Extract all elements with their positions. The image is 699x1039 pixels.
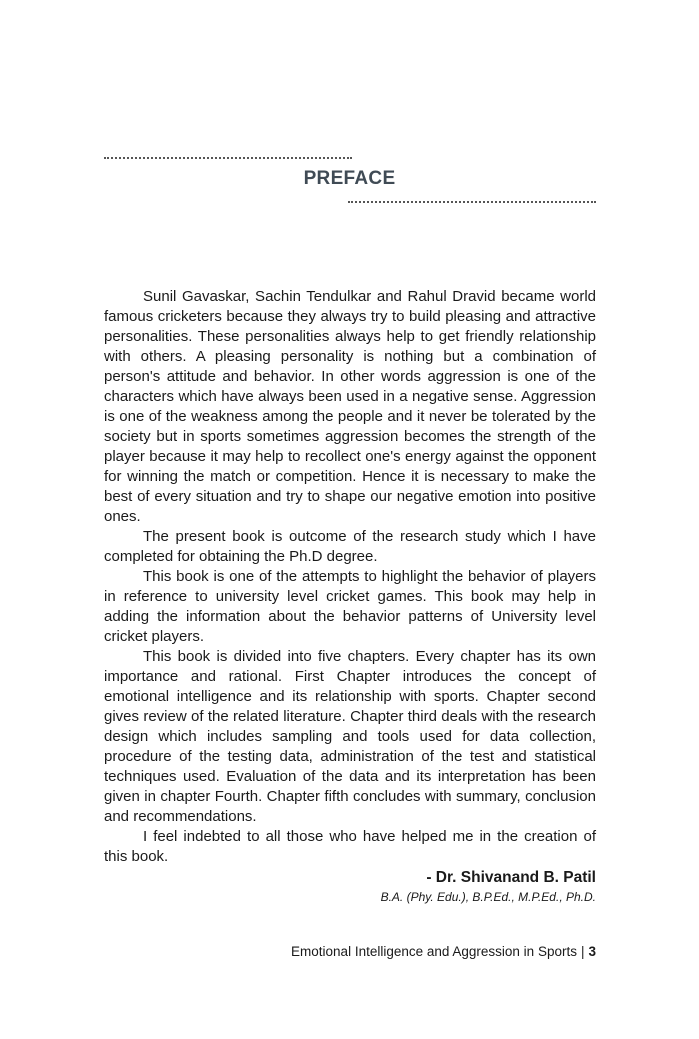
author-signature: - Dr. Shivanand B. Patil: [426, 869, 596, 886]
dotted-rule-top: [104, 157, 352, 159]
footer-separator: |: [580, 944, 585, 959]
paragraph: This book is divided into five chapters. Every chapter has its own importance and rational. First Chapter introduces the concept of emotional intelligence and its relationship with sports. Chapter second gives review of the related literature. Chapter third deals with the research design which includes sampling and tools used for data collection, procedure of the testing data, administration of the test and statistical techniques used. Evaluation of the data and its interpretation has been given in chapter Fourth. Chapter fifth concludes with summary, conclusion and recommendations.: [104, 648, 596, 825]
page-footer: [104, 943, 596, 961]
dotted-rule-bottom: [348, 201, 596, 203]
footer-book-title: Emotional Intelligence and Aggression in Sports: [291, 944, 577, 959]
page-number: 3: [588, 944, 596, 959]
preface-body: [104, 287, 596, 867]
paragraph: This book is one of the attempts to highlight the behavior of players in reference to university level cricket games. This book may help in adding the information about the behavior patterns of University level cricket players.: [104, 568, 596, 645]
page-title: PREFACE: [303, 168, 396, 189]
paragraph: The present book is outcome of the research study which I have completed for obtaining the Ph.D degree.: [104, 528, 596, 565]
paragraph: Sunil Gavaskar, Sachin Tendulkar and Rahul Dravid became world famous cricketers because they always try to build pleasing and attractive personalities. These personalities always help to get friendly relationship with others. A pleasing personality is nothing but a combination of person's attitude and behavior. In other words aggression is one of the characters which have always been used in a negative sense. Aggression is one of the weakness among the people and it never be tolerated by the society but in sports sometimes aggression becomes the strength of the player because it may help to recollect one's energy against the opponent for winning the match or competition. Hence it is necessary to make the best of every situation and try to shape our negative emotion into positive ones.: [104, 288, 596, 525]
author-credentials: B.A. (Phy. Edu.), B.P.Ed., M.P.Ed., Ph.D.: [380, 890, 596, 904]
paragraph: I feel indebted to all those who have helped me in the creation of this book.: [104, 828, 596, 865]
